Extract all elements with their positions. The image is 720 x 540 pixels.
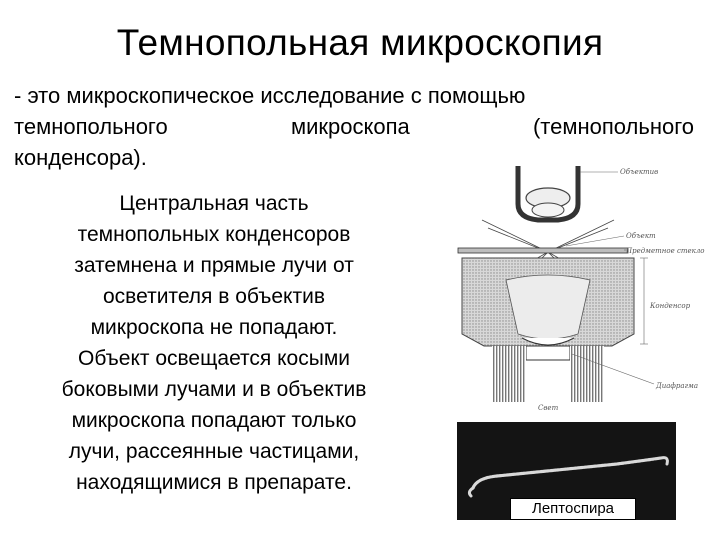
diaphragm-stop [526,346,570,360]
intro-line [14,111,694,142]
intro-word: микроскопа [290,114,410,139]
body-line: микроскопа попадают только [71,409,357,432]
condenser-diagram [448,158,708,414]
light-rays-right [570,346,604,402]
intro-line: конденсора). [14,145,147,170]
label-objective: Объектив [620,168,659,176]
label-object: Объект [626,232,656,240]
body-text [14,188,414,498]
body-line: боковыми лучами и в объектив [61,378,367,401]
body-line: темнопольных конденсоров [77,223,351,246]
body-line: затемнена и прямые лучи от [74,254,354,277]
label-diaphragm: Диафрагма [656,382,699,390]
light-rays-left [492,346,526,402]
body-line: находящимися в препарате. [76,471,352,494]
body-line: осветителя в объектив [103,285,325,308]
photo-caption: Лептоспира [510,498,636,520]
label-slide-glass: Предметное стекло [626,247,705,255]
body-line: микроскопа не попадают. [90,316,338,339]
body-line: Объект освещается косыми [77,347,350,370]
slide-glass [458,248,628,253]
intro-word: темнопольного [14,114,168,139]
intro-line: - это микроскопическое исследование с помощью [14,83,526,108]
intro-word: (темнопольного [532,114,694,139]
label-condenser: Конденсор [650,302,691,310]
body-line: Центральная часть [119,192,309,215]
slide-title: Темнопольная микроскопия [116,22,604,63]
body-line: лучи, рассеянные частицами, [68,440,360,463]
objective-lens [518,166,578,220]
label-light: Свет [538,404,559,412]
